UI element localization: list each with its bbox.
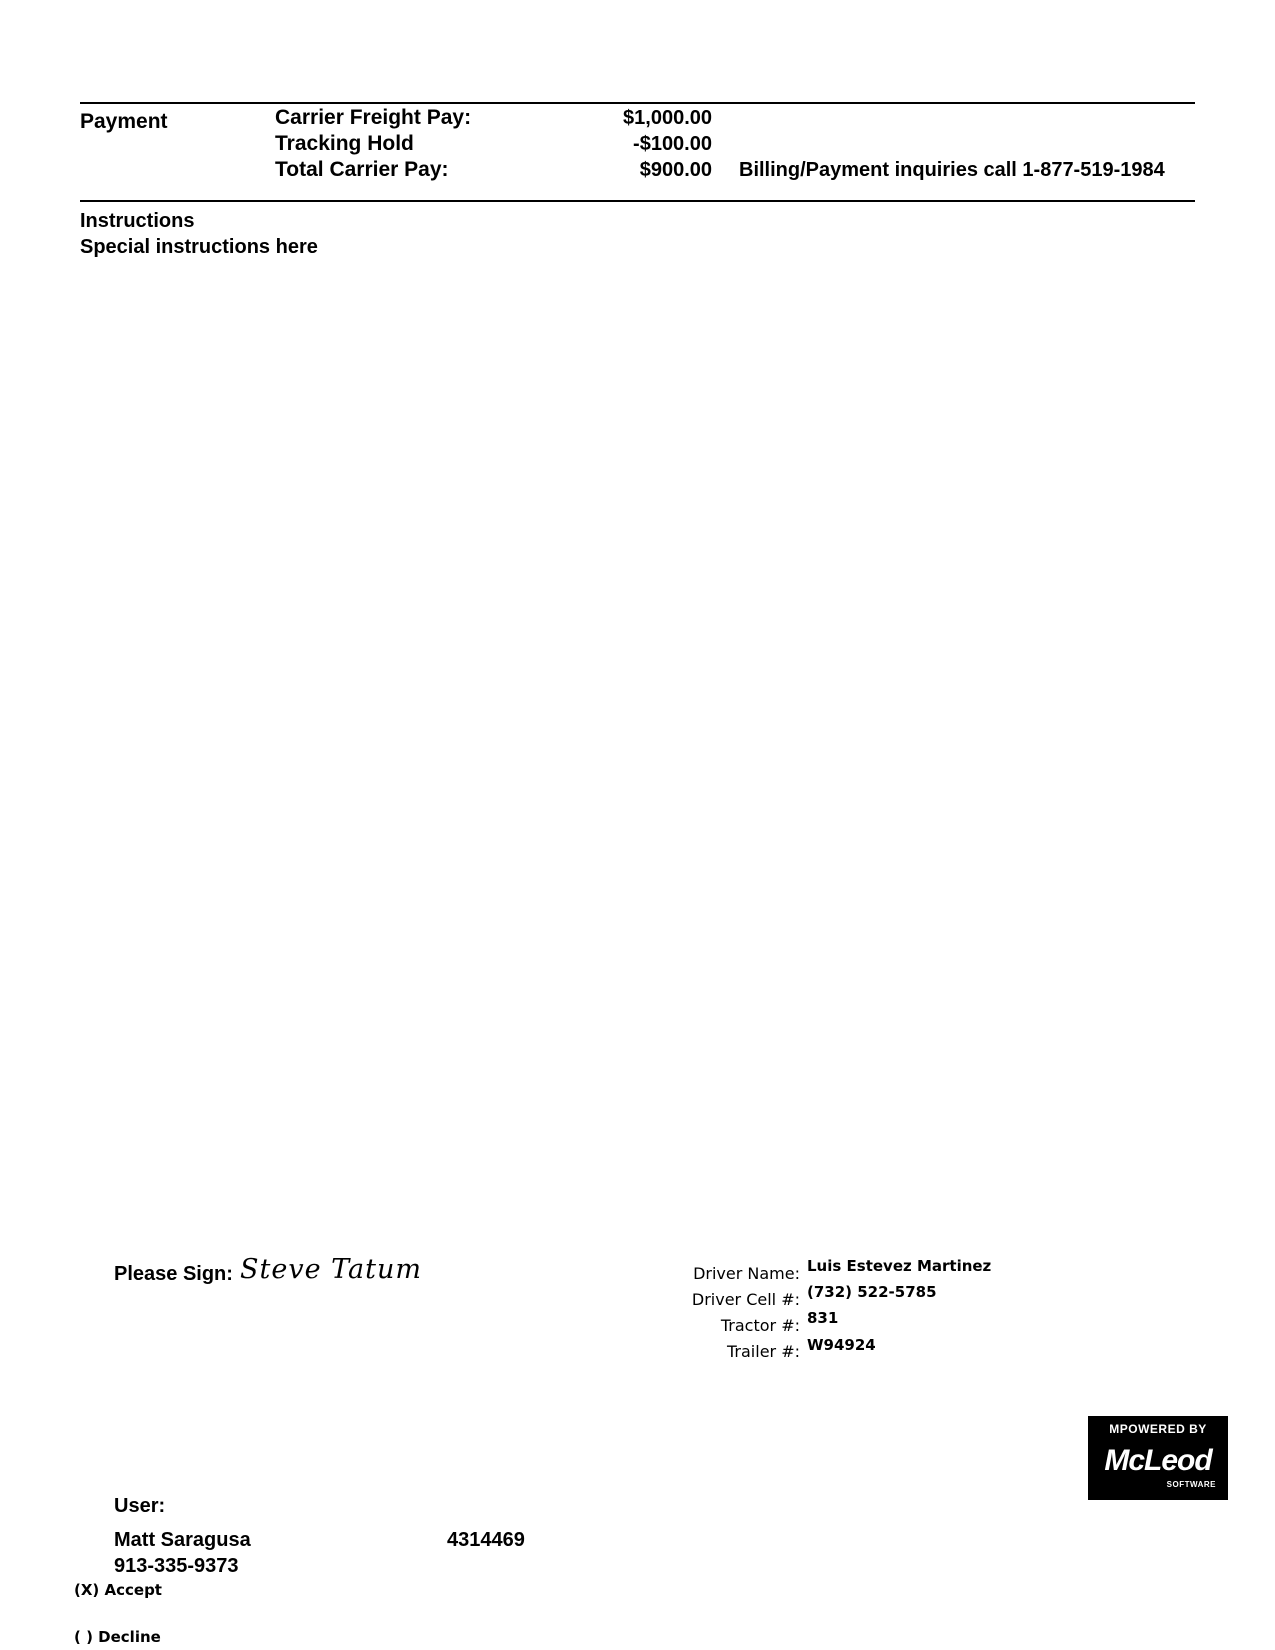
user-label: User: bbox=[114, 1495, 166, 1517]
driver-cell-value: (732) 522-5785 bbox=[807, 1283, 937, 1301]
payment-row-label: Total Carrier Pay: bbox=[275, 158, 449, 181]
mcleod-logo bbox=[1088, 1416, 1228, 1500]
top-divider bbox=[80, 102, 1195, 104]
driver-name-label: Driver Name: bbox=[693, 1264, 800, 1283]
payment-row-amount: $1,000.00 bbox=[623, 107, 712, 129]
driver-cell-label: Driver Cell #: bbox=[691, 1290, 800, 1309]
trailer-label: Trailer #: bbox=[727, 1342, 800, 1361]
driver-name-value: Luis Estevez Martinez bbox=[807, 1257, 992, 1275]
signature-value: Steve Tatum bbox=[240, 1254, 422, 1285]
tractor-value: 831 bbox=[807, 1309, 839, 1327]
decline-option[interactable]: ( ) Decline bbox=[74, 1628, 161, 1646]
logo-line1: MPOWERED BY bbox=[1109, 1422, 1207, 1436]
payment-row-amount: $900.00 bbox=[639, 159, 712, 181]
logo-line2: McLeod bbox=[1104, 1444, 1212, 1477]
payment-row-label: Tracking Hold bbox=[275, 132, 414, 155]
payment-row-label: Carrier Freight Pay: bbox=[275, 106, 472, 129]
trailer-value: W94924 bbox=[807, 1336, 876, 1354]
payment-row-amount: -$100.00 bbox=[633, 133, 712, 155]
user-id: 4314469 bbox=[447, 1529, 525, 1551]
tractor-label: Tractor #: bbox=[720, 1316, 800, 1335]
user-phone: 913-335-9373 bbox=[114, 1555, 239, 1577]
instructions-heading: Instructions bbox=[80, 210, 195, 232]
payment-bottom-divider bbox=[80, 200, 1195, 202]
logo-line3: SOFTWARE bbox=[1166, 1480, 1216, 1489]
instructions-text: Special instructions here bbox=[80, 236, 318, 258]
billing-inquiry-text: Billing/Payment inquiries call 1-877-519-1984 bbox=[739, 159, 1165, 181]
payment-section-label: Payment bbox=[80, 110, 168, 133]
accept-option[interactable]: (X) Accept bbox=[74, 1581, 162, 1599]
user-name: Matt Saragusa bbox=[114, 1529, 251, 1551]
please-sign-label: Please Sign: bbox=[114, 1263, 233, 1285]
